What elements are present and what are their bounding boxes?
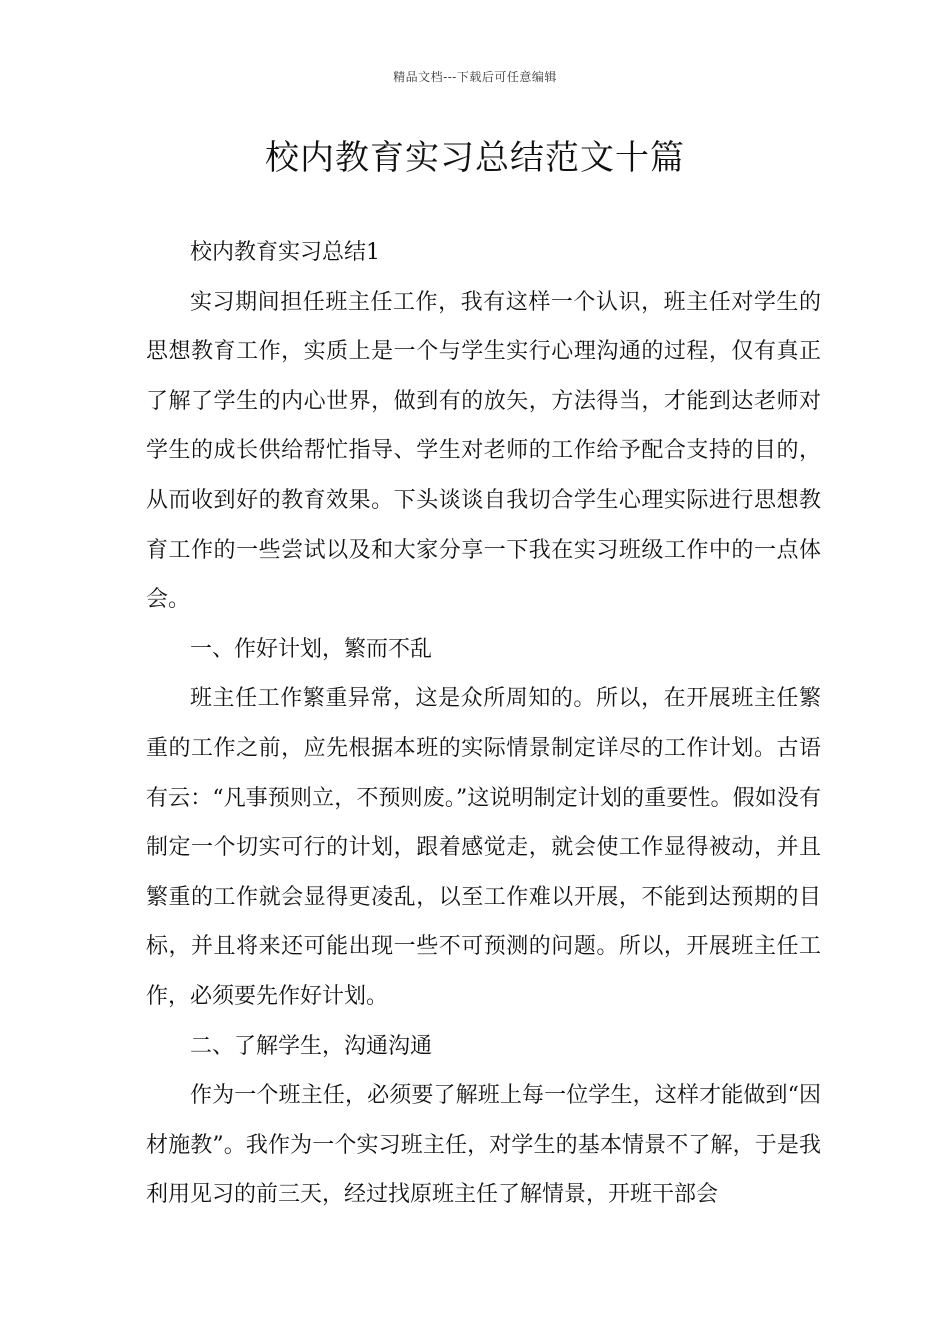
paragraph-2: 班主任工作繁重异常，这是众所周知的。所以，在开展班主任繁重的工作之前，应先根据本班的实际情景制定详尽的工作计划。古语有云：“凡事预则立，不预则废。”这说明制定计划的重要性。假如没有制定一个切实可行的计划，跟着感觉走，就会使工作显得被动，并且繁重的工作就会显得更凌乱，以至工作难以开展，不能到达预期的目标，并且将来还可能出现一些不可预测的问题。所以，开展班主任工作，必须要先作好计划。 [146,686,821,1009]
section-heading-1: 一、作好计划，繁而不乱 [190,636,433,662]
document-title: 校内教育实习总结范文十篇 [265,138,685,178]
section-title: 校内教育实习总结1 [190,240,380,265]
document-body [146,228,821,1220]
section-heading-2: 二、了解学生，沟通沟通 [190,1033,433,1059]
paragraph-3: 作为一个班主任，必须要了解班上每一位学生，这样才能做到“因材施教”。我作为一个实习班主任，对学生的基本情景不了解，于是我利用见习的前三天，经过找原班主任了解情景，开班干部会 [146,1083,821,1208]
header-note: 精品文档---下载后可任意编辑 [393,70,557,84]
paragraph-1: 实习期间担任班主任工作，我有这样一个认识，班主任对学生的思想教育工作，实质上是一个与学生实行心理沟通的过程，仅有真正了解了学生的内心世界，做到有的放矢，方法得当，才能到达老师对学生的成长供给帮忙指导、学生对老师的工作给予配合支持的目的，从而收到好的教育效果。下头谈谈自我切合学生心理实际进行思想教育工作的一些尝试以及和大家分享一下我在实习班级工作中的一点体会。 [146,289,821,613]
